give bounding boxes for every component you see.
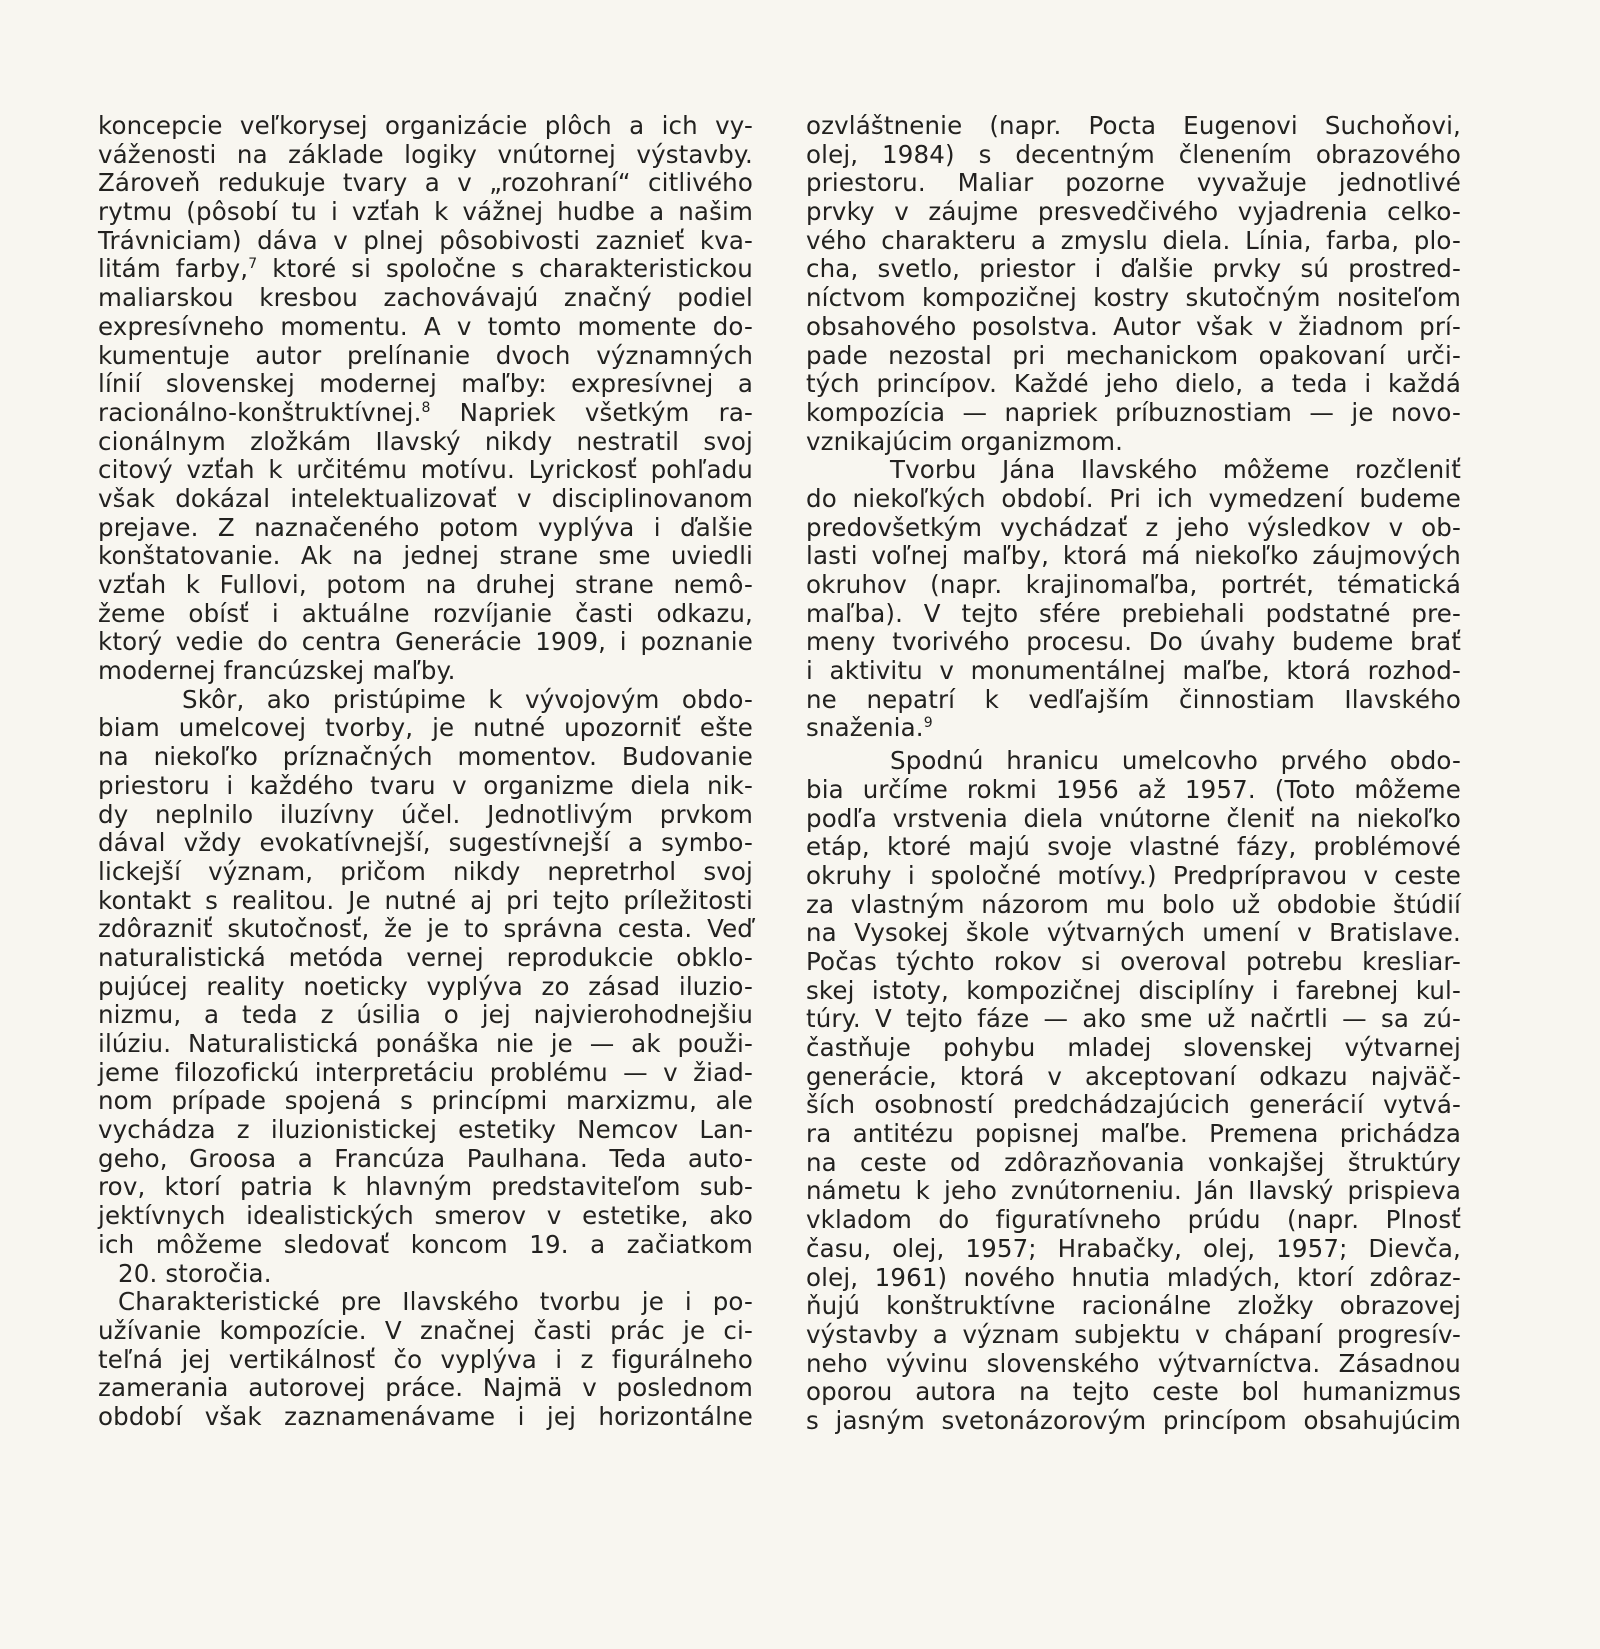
text-line — [806, 1350, 1461, 1379]
line-text: priestoru i každého tvaru v organizme diela nik- — [98, 770, 753, 800]
text-line — [806, 919, 1461, 948]
text-line — [806, 198, 1461, 227]
text-line — [98, 1145, 753, 1174]
text-line — [806, 1034, 1461, 1063]
line-text: olej, 1984) s decentným členením obrazového — [806, 139, 1461, 169]
line-text: na ceste od zdôrazňovania vonkajšej štruktúry — [806, 1147, 1461, 1177]
text-line — [806, 862, 1461, 891]
text-line — [98, 1317, 753, 1346]
text-line — [806, 255, 1461, 284]
text-line — [98, 915, 753, 944]
text-line — [98, 370, 753, 399]
text-line — [806, 1321, 1461, 1350]
line-text: rytmu (pôsobí tu i vzťah k vážnej hudbe a našim — [98, 197, 753, 227]
text-line — [98, 542, 753, 571]
line-text: teľná jej vertikálnosť čo vyplýva i z figurálneho — [98, 1344, 753, 1374]
line-text: maľba). V tejto sfére prebiehali podstatné pre- — [806, 598, 1461, 628]
line-text: Spodnú hranicu umelcovho prvého obdo- — [890, 746, 1461, 776]
text-line — [806, 485, 1461, 514]
line-text: kompozícia — napriek príbuznostiam — je novo- — [806, 397, 1461, 427]
text-line — [98, 1173, 753, 1202]
text-line — [806, 542, 1461, 571]
line-text: času, olej, 1957; Hrabačky, olej, 1957; Dievča, — [806, 1233, 1461, 1263]
text-line — [98, 1231, 753, 1260]
line-text: cionálnym zložkám Ilavský nikdy nestratil svoj — [98, 426, 753, 456]
line-text: častňuje pohybu mladej slovenskej výtvarnej — [806, 1033, 1461, 1062]
line-text: jektívnych idealistických smerov v estetike, ako — [98, 1201, 753, 1231]
text-line — [806, 399, 1461, 428]
line-text: vzťah k Fullovi, potom na druhej strane nemô- — [98, 570, 753, 599]
text-line — [806, 428, 1461, 457]
line-text: rov, ktorí patria k hlavným predstaviteľom sub- — [98, 1172, 753, 1202]
line-text: za vlastným názorom mu bolo už obdobie štúdií — [806, 889, 1461, 919]
line-text: prejave. Z naznačeného potom vyplýva i ďalšie — [98, 512, 753, 542]
footnote-marker: 8 — [421, 399, 431, 416]
text-line — [806, 805, 1461, 834]
line-text: ktorý vedie do centra Generácie 1909, i poznanie — [98, 627, 753, 657]
text-line — [806, 313, 1461, 342]
line-text: podľa vrstvenia diela vnútorne členiť na niekoľko — [806, 803, 1461, 833]
line-text: vznikajúcim organizmom. — [806, 426, 1124, 456]
line-text: ne nepatrí k vedľajším činnostiam Ilavského — [806, 684, 1461, 714]
line-text: skej istoty, kompozičnej disciplíny i farebnej kul- — [806, 975, 1461, 1005]
line-text: námetu k jeho zvnútorneniu. Ján Ilavský prispieva — [806, 1176, 1461, 1206]
text-line — [98, 657, 753, 686]
line-text: litám farby, — [98, 254, 249, 284]
line-text: vého charakteru a zmyslu diela. Línia, farba, plo- — [806, 225, 1461, 255]
text-line — [98, 342, 753, 371]
line-text: níctvom kompozičnej kostry skutočným nositeľom — [806, 283, 1461, 313]
text-line — [806, 1091, 1461, 1120]
line-text: cha, svetlo, priestor i ďalšie prvky sú prostred- — [806, 254, 1461, 284]
text-line — [806, 1264, 1461, 1293]
text-line — [98, 1030, 753, 1059]
line-text: ozvláštnenie (napr. Pocta Eugenovi Suchoňovi, — [806, 111, 1461, 140]
line-text: modernej francúzskej maľby. — [98, 656, 456, 686]
right-text-column — [806, 112, 1461, 1436]
footnote-marker: 9 — [923, 715, 933, 732]
text-line — [806, 284, 1461, 313]
line-text: dy neplnilo iluzívny účel. Jednotlivým prvkom — [98, 799, 753, 829]
line-text: geho, Groosa a Francúza Paulhana. Teda auto- — [98, 1143, 753, 1173]
line-text: lickejší význam, pričom nikdy nepretrhol svoj — [98, 856, 753, 886]
line-text: okruhov (napr. krajinomaľba, portrét, tématická — [806, 570, 1461, 599]
text-line — [806, 1005, 1461, 1034]
text-line — [806, 112, 1461, 141]
line-text: vychádza z iluzionistickej estetiky Nemcov Lan- — [98, 1115, 753, 1145]
line-text: Zároveň redukuje tvary a v „rozohraní“ citlivého — [98, 168, 753, 198]
text-line — [806, 514, 1461, 543]
text-line — [98, 801, 753, 830]
text-line — [98, 1202, 753, 1231]
text-line — [98, 1001, 753, 1030]
text-line — [98, 743, 753, 772]
text-line — [98, 1403, 753, 1432]
text-line — [98, 313, 753, 342]
text-line — [806, 456, 1461, 485]
line-text: snaženia. — [806, 713, 924, 743]
line-text: generácie, ktorá v akceptovaní odkazu najväč- — [806, 1061, 1461, 1091]
line-text-continued: Napriek všetkým ra- — [430, 397, 753, 427]
line-text: na Vysokej škole výtvarných umení v Bratislave. — [806, 918, 1461, 948]
text-line — [98, 1260, 753, 1289]
line-text: ilúziu. Naturalistická ponáška nie je — ak použi- — [98, 1029, 753, 1058]
line-text: však dokázal intelektualizovať v disciplinovanom — [98, 483, 753, 513]
text-line — [98, 973, 753, 1002]
line-text: do niekoľkých období. Pri ich vymedzení budeme — [806, 483, 1461, 513]
line-text: vkladom do figuratívneho prúdu (napr. Plnosť — [806, 1205, 1461, 1235]
text-line — [806, 714, 1461, 743]
text-line — [98, 1346, 753, 1375]
text-line — [806, 1235, 1461, 1264]
line-text: predovšetkým vychádzať z jeho výsledkov v ob- — [806, 512, 1461, 542]
line-text: dával vždy evokatívnejší, sugestívnejší a symbo- — [98, 828, 753, 858]
text-line — [806, 1378, 1461, 1407]
text-line — [806, 747, 1461, 776]
text-line — [806, 1407, 1461, 1436]
line-text: nizmu, a teda z úsilia o jej najvierohodnejšiu — [98, 1000, 753, 1030]
text-line — [98, 112, 753, 141]
line-text: obsahového posolstva. Autor však v žiadnom prí- — [806, 311, 1461, 341]
line-text: váženosti na základe logiky vnútornej výstavby. — [98, 139, 753, 169]
text-line — [98, 169, 753, 198]
text-line — [806, 1149, 1461, 1178]
text-line — [806, 1177, 1461, 1206]
line-text: Skôr, ako pristúpime k vývojovým obdo- — [182, 684, 753, 714]
line-text: prvky v záujme presvedčivého vyjadrenia celko- — [806, 197, 1461, 227]
text-line — [98, 1087, 753, 1116]
line-text: ňujú konštruktívne racionálne zložky obrazovej — [806, 1291, 1461, 1321]
text-line — [98, 284, 753, 313]
text-line — [98, 227, 753, 256]
text-line — [98, 714, 753, 743]
line-text: zamerania autorovej práce. Najmä v poslednom — [98, 1373, 753, 1403]
text-line — [806, 977, 1461, 1006]
line-text: tých princípov. Každé jeho dielo, a teda i každá — [806, 369, 1461, 399]
text-line — [806, 948, 1461, 977]
text-line — [98, 686, 753, 715]
line-text: oporou autora na tejto ceste bol humanizmus — [806, 1377, 1461, 1407]
text-line — [98, 1116, 753, 1145]
line-text: lasti voľnej maľby, ktorá má niekoľko záujmových — [806, 541, 1461, 571]
line-text: koncepcie veľkorysej organizácie plôch a ich vy- — [98, 111, 753, 140]
line-text: etáp, ktoré majú svoje vlastné fázy, problémové — [806, 832, 1461, 862]
footnote-marker: 7 — [248, 256, 258, 273]
line-text-continued: ktoré si spoločne s charakteristickou — [257, 254, 753, 284]
line-text: maliarskou kresbou zachovávajú značný podiel — [98, 283, 753, 313]
text-line — [806, 370, 1461, 399]
line-text: Trávniciam) dáva v plnej pôsobivosti zaznieť kva- — [98, 225, 753, 255]
left-text-column — [98, 112, 753, 1432]
line-text: i aktivitu v monumentálnej maľbe, ktorá rozhod- — [806, 656, 1461, 686]
line-text: konštatovanie. Ak na jednej strane sme uviedli — [98, 541, 753, 571]
line-text: naturalistická metóda vernej reprodukcie obklo- — [98, 942, 753, 972]
line-text: žeme obísť i aktuálne rozvíjanie časti odkazu, — [98, 598, 753, 628]
line-text: olej, 1961) nového hnutia mladých, ktorí zdôraz- — [806, 1262, 1461, 1292]
text-line — [98, 1374, 753, 1403]
text-line — [806, 686, 1461, 715]
line-text: expresívneho momentu. A v tomto momente do- — [98, 311, 753, 341]
text-line — [98, 255, 753, 284]
text-line — [806, 1120, 1461, 1149]
text-line — [806, 227, 1461, 256]
line-text: pujúcej reality noeticky vyplýva zo zásad iluzio- — [98, 971, 753, 1001]
line-text: nom prípade spojená s princípmi marxizmu, ale — [98, 1086, 753, 1116]
line-text: Počas týchto rokov si overoval potrebu kresliar- — [806, 946, 1461, 976]
text-line — [98, 399, 753, 428]
line-text: biam umelcovej tvorby, je nutné upozorniť ešte — [98, 713, 753, 743]
line-text: racionálno-konštruktívnej. — [98, 397, 422, 427]
text-line — [98, 428, 753, 457]
text-line — [806, 571, 1461, 600]
text-line — [98, 198, 753, 227]
line-text: výstavby a význam subjektu v chápaní progresív- — [806, 1319, 1461, 1349]
text-line — [806, 657, 1461, 686]
text-line — [98, 600, 753, 629]
line-text: užívanie kompozície. V značnej časti prác je ci- — [98, 1315, 753, 1345]
text-line — [98, 571, 753, 600]
text-line — [98, 514, 753, 543]
line-text: línií slovenskej modernej maľby: expresívnej a — [98, 369, 753, 399]
text-line — [806, 628, 1461, 657]
line-text: ra antitézu popisnej maľbe. Premena prichádza — [806, 1119, 1461, 1149]
line-text: zdôrazniť skutočnosť, že je to správna cesta. Veď — [98, 914, 753, 944]
text-line — [806, 891, 1461, 920]
line-text: 20. storočia. — [118, 1258, 272, 1288]
line-text: okruhy i spoločné motívy.) Predprípravou v ceste — [806, 860, 1461, 890]
text-line — [98, 456, 753, 485]
line-text: citový vzťah k určitému motívu. Lyrickosť pohľadu — [98, 455, 753, 485]
line-text: kumentuje autor prelínanie dvoch významných — [98, 340, 753, 370]
text-line — [98, 858, 753, 887]
line-text: ich môžeme sledovať koncom 19. a začiatkom — [98, 1229, 753, 1259]
line-text: jeme filozofickú interpretáciu problému — v žiad- — [98, 1057, 753, 1087]
text-line — [806, 776, 1461, 805]
line-text: neho vývinu slovenského výtvarníctva. Zásadnou — [806, 1348, 1461, 1378]
text-line — [98, 1288, 753, 1317]
line-text: ších osobností predchádzajúcich generácií vytvá- — [806, 1090, 1461, 1120]
line-text: na niekoľko príznačných momentov. Budovanie — [98, 742, 753, 772]
text-line — [806, 1063, 1461, 1092]
text-line — [806, 169, 1461, 198]
line-text: období však zaznamenávame i jej horizontálne — [98, 1401, 753, 1431]
line-text: Tvorbu Jána Ilavského môžeme rozčleniť — [890, 455, 1461, 485]
text-line — [98, 141, 753, 170]
line-text: meny tvorivého procesu. Do úvahy budeme brať — [806, 627, 1461, 657]
text-line — [98, 485, 753, 514]
line-text: túry. V tejto fáze — ako sme už načrtli — sa zú- — [806, 1004, 1461, 1034]
text-line — [98, 628, 753, 657]
line-text: bia určíme rokmi 1956 až 1957. (Toto môžeme — [806, 774, 1461, 804]
line-text: kontakt s realitou. Je nutné aj pri tejto príležitosti — [98, 885, 753, 915]
text-line — [806, 141, 1461, 170]
text-line — [806, 1206, 1461, 1235]
text-line — [98, 772, 753, 801]
line-text: s jasným svetonázorovým princípom obsahujúcim — [806, 1405, 1461, 1435]
line-text: priestoru. Maliar pozorne vyvažuje jednotlivé — [806, 168, 1461, 198]
text-line — [98, 887, 753, 916]
line-text: Charakteristické pre Ilavského tvorbu je i po- — [118, 1287, 753, 1317]
text-line — [98, 829, 753, 858]
text-line — [806, 342, 1461, 371]
text-line — [98, 944, 753, 973]
text-line — [806, 600, 1461, 629]
text-line — [806, 1292, 1461, 1321]
line-text: pade nezostal pri mechanickom opakovaní urči- — [806, 340, 1461, 370]
text-line — [806, 833, 1461, 862]
text-line — [98, 1059, 753, 1088]
